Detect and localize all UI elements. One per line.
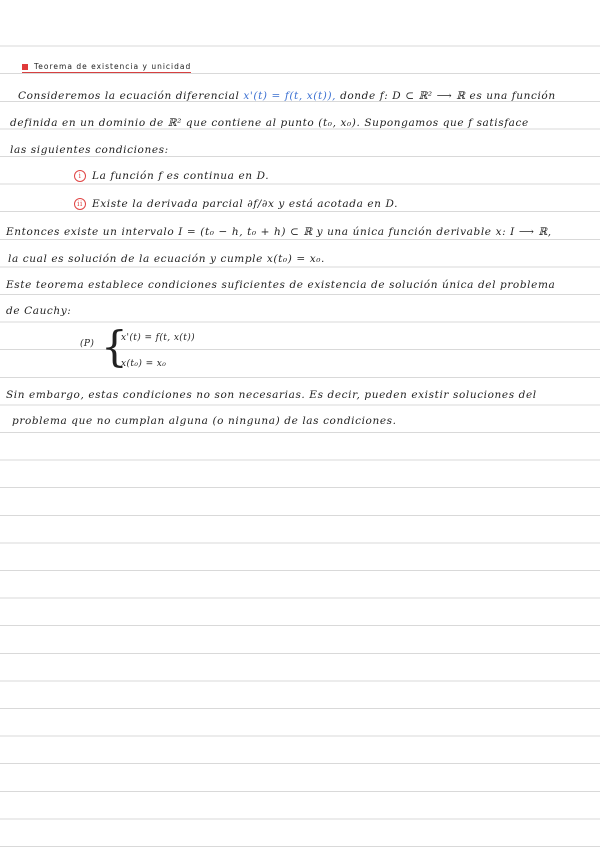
paragraph-4-line-1: Sin embargo, estas condiciones no son necesarias. Es decir, pueden existir soluciones del — [6, 389, 537, 401]
system-label: (P) — [80, 339, 95, 349]
text-span: donde f: D ⊂ ℝ² ⟶ ℝ es una función — [340, 90, 556, 102]
paragraph-1-line-2: definida en un dominio de ℝ² que contiene al punto (t₀, x₀). Supongamos que f satisface — [10, 117, 529, 129]
section-heading — [22, 62, 191, 73]
equation-span: x'(t) = f(t, x(t)), — [243, 90, 337, 102]
brace-icon: { — [101, 322, 128, 371]
paragraph-1-line-3: las siguientes condiciones: — [10, 144, 169, 156]
paragraph-2-line-2: la cual es solución de la ecuación y cumple x(t₀) = x₀. — [8, 253, 325, 265]
condition-2-number: ii — [74, 198, 86, 210]
condition-2 — [74, 198, 398, 210]
system-equation-2: x(t₀) = x₀ — [121, 359, 167, 369]
system-equation-1: x'(t) = f(t, x(t)) — [121, 333, 196, 343]
condition-1-text: La función f es continua en D. — [92, 170, 270, 182]
paragraph-3-line-1: Este teorema establece condiciones suficientes de existencia de solución única del problema — [6, 279, 556, 291]
red-square-bullet-icon — [22, 64, 28, 70]
paragraph-3-line-2: de Cauchy: — [6, 305, 72, 317]
text-span: Consideremos la ecuación diferencial — [18, 90, 240, 102]
paragraph-2-line-1: Entonces existe un intervalo I = (t₀ − h, t₀ + h) ⊂ ℝ y una única función derivable x: I ⟶ ℝ, — [6, 226, 552, 238]
heading-text: Teorema de existencia y unicidad — [34, 62, 192, 71]
condition-1-number: i — [74, 170, 86, 182]
condition-2-text: Existe la derivada parcial ∂f/∂x y está acotada en D. — [92, 198, 399, 210]
condition-1 — [74, 170, 269, 182]
paragraph-4-line-2: problema que no cumplan alguna (o ninguna) de las condiciones. — [12, 415, 397, 427]
paragraph-1-line-1 — [18, 90, 556, 102]
